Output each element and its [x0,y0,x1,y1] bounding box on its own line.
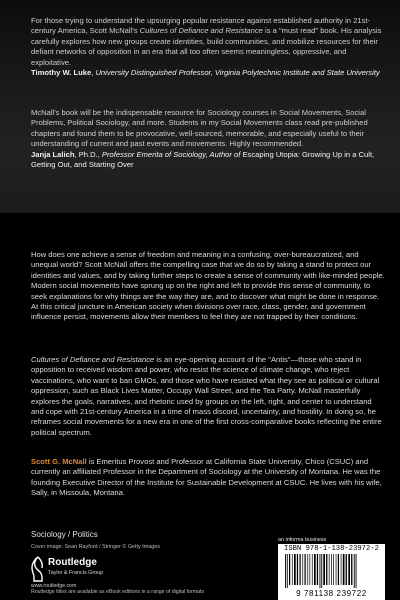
barcode-bar [333,554,334,585]
cover-credit: Cover image: Sean Rayford / Stringer © Getty Images [31,544,160,550]
description-paragraph-2: Cultures of Defiance and Resistance is an eye-opening account of the "Antis"—those who stand in opposition to received wisdom and power, who resist the science of climate change, who reject vaccinations, who want to ban GMOs, and those who have resisted what they see as political or cultural oppression, such as Black Lives Matter, Occupy Wall Street, and the Tea Party. McNall masterfully explores the goals, narratives, and rhetoric used by groups on the left, right, and center to understand and cope with 21st-century America in a time of mass discord, uncertainty, and hostility. In doing so, he reframes social movements for a new era in one of the first cross-comparative books reflecting the entire political spectrum. [31,355,382,437]
barcode-bar [351,554,352,585]
review-1-text: For those trying to understand the upsurging popular resistance against established authority in 21st-century America, Scott McNall's Cultures of Defiance and Resistance is a "must read" book. His analysis carefully explores how new groups create identities, build communities, and mobilize resources for their defiant networks of opposition in an era that all too often seems meaningless, oppressive, and exploitative. [31,16,382,67]
barcode-bar [292,554,293,585]
barcode-bar [297,554,298,585]
book-title: Cultures of Defiance and Resistance [31,355,155,364]
barcode-bar [317,554,318,585]
review-1 [31,16,383,78]
barcode-bars [284,554,379,588]
barcode-bar [302,554,303,585]
barcode [278,544,385,600]
barcode-bar [305,554,306,585]
barcode-bar [289,554,290,585]
barcode-bar [343,554,345,585]
publisher-website: www.routledge.com [31,583,77,589]
description-paragraph-1: How does one achieve a sense of freedom and meaning in a confusing, over-bureaucratized, and unequal world? Scott McNall offers the compelling case that we do so by taking a stand to protect our identities and values, and by taking further steps to create a sense of community with like-minded people. Modern social movements have sprung up on the right and left to provide this sense of community, to seek explanations for why things are the way they are, and to discover what might be done in response. At this critical juncture in American society when divisions over race, class, gender, and government influence persist, movements allow their members to feel they are not trapped by their conditions. [31,250,385,322]
reviewer-affiliation: Professor Emerita of Sociology, Author of [101,149,241,159]
barcode-bar [300,554,301,585]
ebook-note: Routledge titles are available as eBook editions in a range of digital formats [31,589,205,595]
author-name: Scott G. McNall [31,457,87,466]
barcode-bar [348,554,350,585]
barcode-bar [331,554,332,585]
review-1-attribution: Timothy W. Luke, University Distinguished Professor, Virginia Polytechnic Institute and State University [31,68,380,78]
informa-tag: an informa business [278,537,327,543]
publisher-name: Routledge [48,557,97,568]
barcode-bar [329,554,330,585]
barcode-bar [310,554,311,585]
barcode-bar [314,554,316,585]
barcode-bar [326,554,327,585]
barcode-bar [354,554,355,588]
barcode-bar [294,554,296,585]
author-bio: Scott G. McNall is Emeritus Provost and Professor at California State University, Chico (CSUC) and currently an affiliated Professor in the Department of Sociology at the University of Montana. He was the founding Executive Director of the Institute for Sustainable Development at CSUC. He lives with his wife, Sally, in Missoula, Montana. [31,457,382,498]
publisher-group: Taylor & Francis Group [48,570,104,576]
barcode-bar [341,554,342,585]
barcode-bar [336,554,337,585]
barcode-bar [287,554,288,588]
barcode-bar [320,554,321,588]
reviewer-name: Timothy W. Luke [31,68,92,78]
reviewer-affiliation: University Distinguished Professor, Virginia Polytechnic Institute and State University [95,68,380,78]
barcode-bar [346,554,347,585]
subject-category: Sociology / Politics [31,530,98,539]
barcode-number: 9 781138 239722 [296,589,367,598]
reviewer-name: Janja Lalich [31,149,75,159]
review-1-book-title: Cultures of Defiance and Resistance [139,26,263,36]
barcode-bar [307,554,308,585]
publisher-logo [31,556,151,589]
routledge-logo-icon [31,556,45,582]
review-2-attribution: Janja Lalich, Ph.D., Professor Emerita of Sociology, Author of Escaping Utopia: Growing Up in a Cult, Getting Out, and Starting Over [31,149,375,170]
barcode-bar [356,554,357,588]
barcode-bar [323,554,325,585]
barcode-bar [312,554,313,585]
barcode-bar [338,554,339,585]
isbn-text: ISBN 978-1-138-23972-2 [284,545,379,553]
review-2 [31,108,383,170]
review-2-text: McNall's book will be the indispensable resource for Sociology courses in Social Movements, Social Problems, Political Sociology, and more. Students in my Social Movements class read pre-published chapters and found them to be provocative, well-sourced, memorable, and especially useful to their understanding of current and past events and movements. Highly recommended. [31,108,368,149]
barcode-bar [285,554,286,588]
barcode-bar [321,554,322,588]
